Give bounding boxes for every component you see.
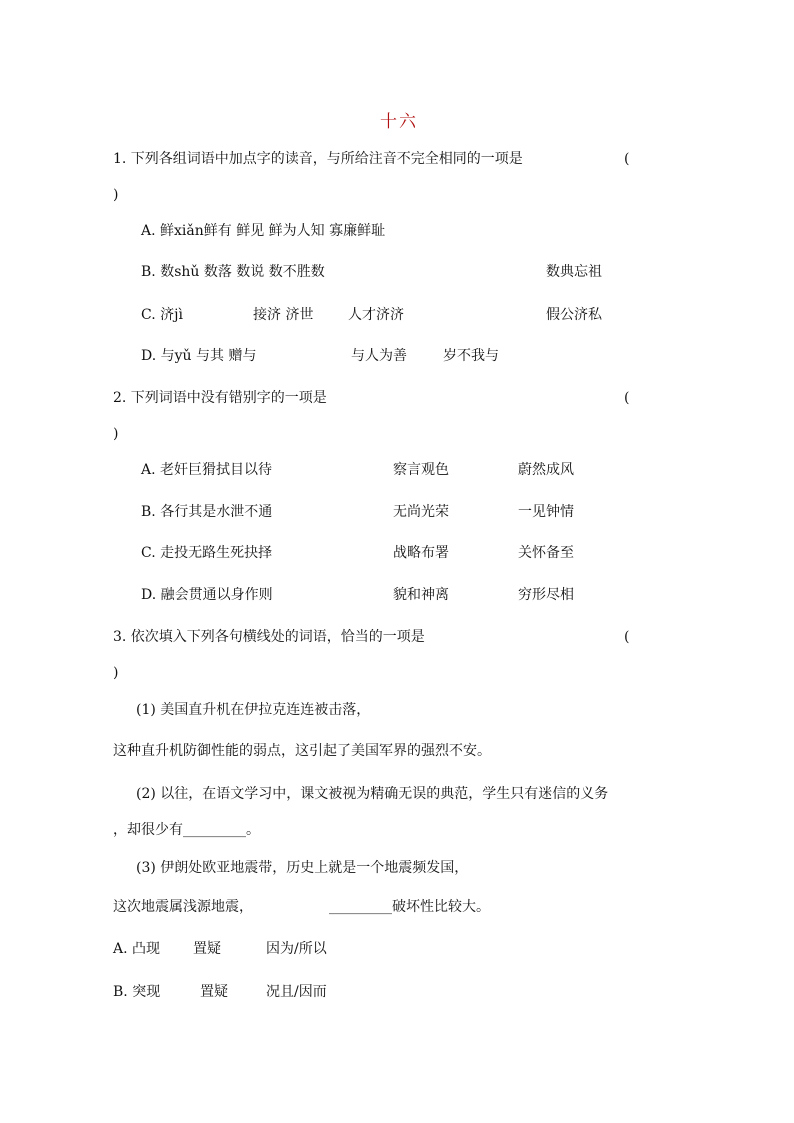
q2-option-b: B. 各行其是水泄不通 (141, 504, 273, 520)
q2-option-c-col2: 战略布署 (393, 545, 449, 561)
q2-option-a-col3: 蔚然成风 (518, 462, 574, 478)
q3-sentence-2a: (2) 以往，在语文学习中，课文被视为精确无误的典范，学生只有迷信的义务 (136, 786, 609, 802)
q1-option-d-tail: 岁不我与 (443, 348, 499, 364)
q1-option-c-mid: 接济 济世 (253, 307, 314, 323)
q3-paren-close: ) (113, 665, 119, 681)
q2-stem: 2. 下列词语中没有错别字的一项是 (113, 390, 327, 406)
q3-paren-open: ( (624, 629, 630, 645)
q1-option-d-mid: 与人为善 (351, 348, 407, 364)
q3-option-b: B. 突现 (113, 984, 161, 1000)
q2-option-d-col2: 貌和神离 (393, 587, 449, 603)
q1-paren-close: ) (113, 187, 119, 203)
q3-sentence-1a: (1) 美国直升机在伊拉克连连被击落， (136, 702, 371, 718)
q3-option-b-col3: 况且/因而 (266, 984, 327, 1000)
q1-option-c-tail: 假公济私 (546, 307, 602, 323)
q2-option-d-col3: 穷形尽相 (518, 587, 574, 603)
q1-option-a: A. 鲜xiǎn鲜有 鲜见 鲜为人知 寡廉鲜耻 (141, 223, 386, 239)
q3-stem: 3. 依次填入下列各句横线处的词语，恰当的一项是 (113, 629, 425, 645)
q2-paren-open: ( (624, 390, 630, 406)
q2-option-a: A. 老奸巨猾拭目以待 (141, 462, 273, 478)
q1-paren-open: ( (624, 151, 630, 167)
q1-stem: 1. 下列各组词语中加点字的读音，与所给注音不完全相同的一项是 (113, 151, 523, 167)
q3-sentence-3a: (3) 伊朗处欧亚地震带，历史上就是一个地震频发国， (136, 860, 469, 876)
q2-option-b-col3: 一见钟情 (518, 504, 574, 520)
q3-sentence-2b: ，却很少有_________。 (113, 822, 260, 838)
q3-sentence-1b: 这种直升机防御性能的弱点，这引起了美国军界的强烈不安。 (113, 743, 491, 759)
q3-option-a: A. 凸现 (113, 941, 161, 957)
q2-paren-close: ) (113, 426, 119, 442)
q1-option-b: B. 数shǔ 数落 数说 数不胜数 (141, 264, 325, 280)
q2-option-a-col2: 察言观色 (393, 462, 449, 478)
q3-option-a-col3: 因为/所以 (266, 941, 327, 957)
q1-option-c-mid2: 人才济济 (348, 307, 404, 323)
q3-sentence-3b: 这次地震属浅源地震， (113, 899, 253, 915)
q3-sentence-3c: _________破坏性比较大。 (329, 899, 490, 915)
q2-option-d: D. 融会贯通以身作则 (141, 587, 273, 603)
q1-option-d: D. 与yǔ 与其 赠与 (141, 348, 257, 364)
q1-option-b-tail: 数典忘祖 (546, 264, 602, 280)
q2-option-c: C. 走投无路生死抉择 (141, 545, 273, 561)
q2-option-c-col3: 关怀备至 (518, 545, 574, 561)
q1-option-c: C. 济jì (141, 307, 183, 323)
page-title: 十六 (380, 112, 418, 132)
q2-option-b-col2: 无尚光荣 (393, 504, 449, 520)
q3-option-a-col2: 置疑 (193, 941, 221, 957)
q3-option-b-col2: 置疑 (200, 984, 228, 1000)
